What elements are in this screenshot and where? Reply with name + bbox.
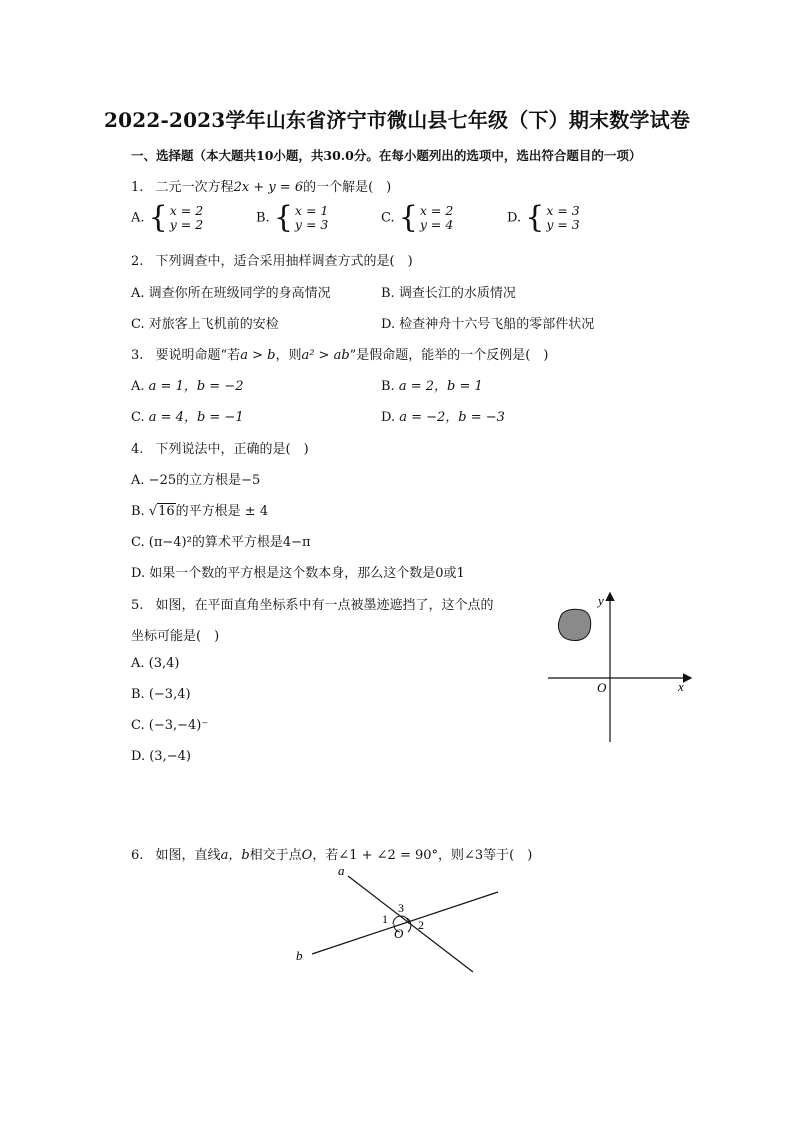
q2-option-c[interactable] xyxy=(131,313,279,332)
q2-option-a[interactable] xyxy=(131,282,331,301)
system-line: y = 4 xyxy=(419,217,454,232)
question-stem: 下列说法中，正确的是( ) xyxy=(155,442,309,457)
option-text: a = 4，b = −1 xyxy=(148,410,244,425)
option-label: D. xyxy=(131,566,146,581)
q4-option-a[interactable] xyxy=(131,469,260,488)
system-line: x = 2 xyxy=(169,203,204,218)
question-5 xyxy=(131,594,494,613)
sqrt-sign: √ xyxy=(148,504,158,519)
angle-2-label: 2 xyxy=(418,918,424,932)
q4-option-c[interactable] xyxy=(131,531,311,550)
option-text: 检查神舟十六号飞船的零部件状况 xyxy=(399,317,595,332)
radicand: 16 xyxy=(158,504,175,519)
line-a-label: a xyxy=(338,863,345,878)
question-number: 3. xyxy=(131,348,144,363)
option-label: A. xyxy=(131,286,145,301)
option-text: 的平方根是 ± 4 xyxy=(175,504,269,519)
y-axis-label: y xyxy=(598,593,604,608)
option-label: D. xyxy=(381,317,396,332)
option-text: a = −2，b = −3 xyxy=(399,410,505,425)
q4-option-b[interactable] xyxy=(131,500,268,519)
option-label: A. xyxy=(131,656,145,671)
option-label: A. xyxy=(131,473,145,488)
option-text: 对旅客上飞机前的安检 xyxy=(148,317,279,332)
option-label: D. xyxy=(381,410,396,425)
q1-option-d[interactable]: D. { x = 3 y = 3 xyxy=(507,200,580,235)
option-text: 调查你所在班级同学的身高情况 xyxy=(148,286,331,301)
intersecting-lines-figure xyxy=(290,862,510,980)
question-stem-end: 的一个解是( ) xyxy=(303,180,392,195)
q5-option-a[interactable] xyxy=(131,656,180,671)
q5-option-c[interactable] xyxy=(131,718,208,733)
q1-option-c[interactable]: C. { x = 2 y = 4 xyxy=(381,200,454,235)
option-label: A. xyxy=(131,210,145,226)
q3-option-b[interactable] xyxy=(381,375,483,394)
question-stem-part: ，则 xyxy=(275,348,302,363)
angle-1-label: 1 xyxy=(382,912,388,926)
question-stem: 如图，在平面直角坐标系中有一点被墨迹遮挡了，这个点的 xyxy=(155,598,494,613)
question-number: 2. xyxy=(131,254,144,269)
coordinate-plane-figure xyxy=(540,588,700,748)
option-label: B. xyxy=(381,379,395,394)
question-3 xyxy=(131,344,548,363)
option-label: C. xyxy=(381,210,395,226)
question-6 xyxy=(131,844,532,863)
ink-blot xyxy=(558,609,590,640)
option-label: B. xyxy=(131,504,145,519)
system-line: y = 3 xyxy=(294,217,329,232)
option-label: B. xyxy=(381,286,395,301)
angle-3-label: 3 xyxy=(398,901,404,915)
question-number: 6. xyxy=(131,848,144,863)
system-line: y = 3 xyxy=(546,217,580,232)
option-label: A. xyxy=(131,379,145,394)
option-label: C. xyxy=(131,410,145,425)
line-b-label: b xyxy=(296,948,303,963)
q3-option-d[interactable] xyxy=(381,406,505,425)
origin-label: O xyxy=(597,680,607,695)
question-number: 4. xyxy=(131,442,144,457)
q2-option-d[interactable] xyxy=(381,313,594,332)
option-label: C. xyxy=(131,317,145,332)
question-number: 1. xyxy=(131,180,144,195)
section-heading: 一、选择题（本大题共10小题，共30.0分。在每小题列出的选项中，选出符合题目的一项） xyxy=(131,148,642,163)
q4-option-d[interactable] xyxy=(131,562,465,581)
math-expression: a² > ab xyxy=(301,348,350,363)
option-text: 如果一个数的平方根是这个数本身，那么这个数是0或1 xyxy=(149,566,465,581)
option-label: D. xyxy=(131,749,146,764)
question-stem: 下列调查中，适合采用抽样调查方式的是( ) xyxy=(155,254,413,269)
option-text: (π−4)²的算术平方根是4−π xyxy=(148,535,311,550)
q5-option-d[interactable] xyxy=(131,749,191,764)
q1-option-a[interactable]: A. { x = 2 y = 2 xyxy=(131,200,204,235)
math-expression: a > b xyxy=(240,348,276,363)
option-text: a = 1，b = −2 xyxy=(148,379,244,394)
option-label: B. xyxy=(256,210,270,226)
system-line: x = 1 xyxy=(294,203,329,218)
math-expression: a，b xyxy=(220,848,250,863)
question-1 xyxy=(131,176,391,195)
question-stem: 要说明命题“若 xyxy=(155,348,241,363)
q3-option-a[interactable] xyxy=(131,375,244,394)
option-label: C. xyxy=(131,535,145,550)
point-o-label: O xyxy=(394,926,404,941)
option-text: a = 2，b = 1 xyxy=(398,379,483,394)
option-text: (3,4) xyxy=(148,656,180,671)
option-label: B. xyxy=(131,687,145,702)
question-stem: 二元一次方程 xyxy=(155,180,234,195)
x-axis-label: x xyxy=(678,679,684,694)
question-stem: 如图，直线 xyxy=(155,848,221,863)
question-4 xyxy=(131,438,309,457)
q2-option-b[interactable] xyxy=(381,282,516,301)
option-text: −25的立方根是−5 xyxy=(148,473,261,488)
option-text: (−3,−4)⁻ xyxy=(148,718,209,733)
option-label: C. xyxy=(131,718,145,733)
system-line: x = 2 xyxy=(419,203,454,218)
math-expression: O xyxy=(301,848,313,863)
question-stem-end: ，若∠1 + ∠2 = 90°，则∠3等于( ) xyxy=(312,848,533,863)
line-b xyxy=(312,892,498,954)
equation: 2x + y = 6 xyxy=(233,180,304,195)
question-number: 5. xyxy=(131,598,144,613)
q3-option-c[interactable] xyxy=(131,406,244,425)
option-text: (−3,4) xyxy=(148,687,191,702)
question-2 xyxy=(131,250,413,269)
question-stem-end: ”是假命题，能举的一个反例是( ) xyxy=(349,348,549,363)
system-line: x = 3 xyxy=(546,203,580,218)
question-stem-part: 相交于点 xyxy=(249,848,302,863)
page-title: 2022-2023学年山东省济宁市微山县七年级（下）期末数学试卷 xyxy=(103,108,691,132)
q5-option-b[interactable] xyxy=(131,687,191,702)
q1-option-b[interactable]: B. { x = 1 y = 3 xyxy=(256,200,329,235)
question-5-line2: 坐标可能是( ) xyxy=(131,629,220,644)
option-text: 调查长江的水质情况 xyxy=(398,286,516,301)
option-label: D. xyxy=(507,210,522,226)
option-text: (3,−4) xyxy=(149,749,191,764)
system-line: y = 2 xyxy=(169,217,204,232)
